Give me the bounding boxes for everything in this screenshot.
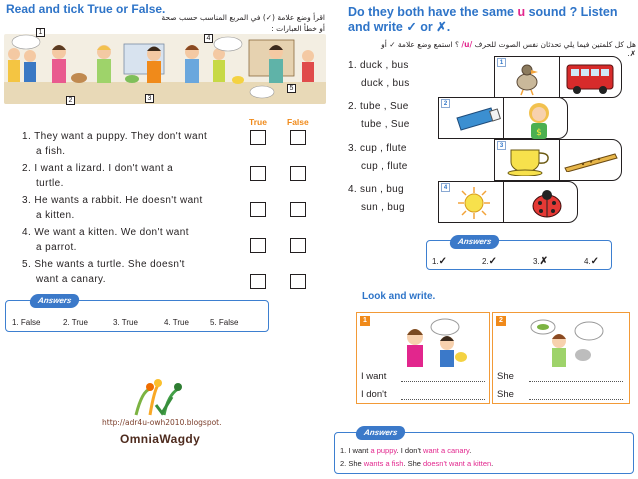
- statement-1: [22, 129, 242, 159]
- panel-number-1: 1: [497, 58, 506, 67]
- title-part2: sound ? Listen and write ✓ or ✗.: [348, 5, 618, 34]
- false-column-header: False: [287, 117, 309, 127]
- answer-mark: ✗: [539, 256, 549, 267]
- ladybug-icon: [525, 186, 569, 220]
- statement-3: [22, 193, 242, 223]
- statement-4: [22, 225, 242, 255]
- write-box-number-1: 1: [360, 316, 370, 326]
- answer-number: 1.: [432, 257, 439, 266]
- statement-text-line1: I want a lizard. I don't want a: [34, 163, 174, 174]
- arabic-part1: هل كل كلمتين فيما يلي تحدثان نفس الصوت للحرف: [472, 40, 636, 49]
- statement-number: 2.: [22, 163, 32, 174]
- title-highlight-u: u: [517, 5, 526, 19]
- sentence-part: . She: [403, 459, 424, 468]
- scene-number-4: 2: [66, 96, 75, 105]
- pair-first: cup , flute: [360, 143, 407, 154]
- left-answer-4: 4. True: [164, 318, 189, 327]
- left-answer-5: 5. False: [210, 318, 239, 327]
- false-checkbox-2[interactable]: [290, 166, 306, 181]
- left-answer-2: 2. True: [63, 318, 88, 327]
- sentence-part: .: [491, 459, 494, 468]
- picture-panel-3: [494, 139, 622, 181]
- true-column-header: True: [249, 117, 267, 127]
- statement-text-line1: He wants a rabbit. He doesn't want: [34, 195, 203, 206]
- sun-icon: [449, 185, 499, 221]
- answer-number: 2.: [482, 257, 489, 266]
- sentence-answer: wants a fish: [363, 459, 404, 468]
- scene-number-5: 5: [287, 84, 296, 93]
- girl-fish-kitten-illustration: [523, 317, 613, 367]
- left-exercise-title: Read and tick True or False.: [6, 2, 166, 16]
- statement-text-line2: a kitten.: [36, 210, 75, 221]
- panel-number-3: 3: [497, 141, 506, 150]
- write-label-she-1: She: [497, 371, 514, 382]
- flute-icon: [563, 150, 619, 172]
- true-checkbox-2[interactable]: [250, 166, 266, 181]
- tube-icon: [453, 104, 503, 134]
- picture-panel-2: [438, 97, 568, 139]
- statement-number: 5.: [22, 259, 32, 270]
- scene-number-2: 4: [204, 34, 213, 43]
- statement-text-line2: a parrot.: [36, 242, 77, 253]
- arabic-part2: ؟ استمع وضع علامة ✓ أو ✗.: [381, 40, 636, 58]
- left-arabic-instruction: اقرأ وضع علامة (✓) في المربع المناسب حسب صحة أو خطأ العبارات :: [161, 13, 325, 33]
- right-exercise-title: [348, 5, 638, 35]
- left-answers-tag: Answers: [29, 294, 81, 308]
- girl-boy-thinking-illustration: [397, 317, 477, 367]
- duck-icon: [503, 60, 553, 96]
- answer-mark: ✓: [438, 256, 448, 267]
- false-checkbox-1[interactable]: [290, 130, 306, 145]
- right-answer-4: [584, 256, 599, 267]
- sentence-part: . I don't: [396, 446, 424, 455]
- statement-number: 3.: [22, 195, 32, 206]
- title-part1: Do they both have the same: [348, 5, 518, 19]
- right-answer-3: [533, 256, 548, 267]
- write-line-2[interactable]: [401, 399, 485, 400]
- right-answers-tag: Answers: [449, 235, 501, 249]
- write-label-she-2: She: [497, 389, 514, 400]
- statement-text-line2: want a canary.: [36, 274, 106, 285]
- statement-text-line1: We want a kitten. We don't want: [34, 227, 189, 238]
- scene-number-3: 3: [145, 94, 154, 103]
- true-checkbox-3[interactable]: [250, 202, 266, 217]
- statement-text-line2: turtle.: [36, 178, 64, 189]
- right-answer-1: [432, 256, 447, 267]
- answer-sentence-2: [340, 459, 493, 468]
- scene-number-1: 1: [36, 28, 45, 37]
- pair-first: sun , bug: [360, 184, 404, 195]
- blog-url[interactable]: http://adr4u-owh2010.blogspot.: [102, 418, 222, 427]
- statement-2: [22, 161, 242, 191]
- answer-number: 3.: [533, 257, 540, 266]
- pair-second: tube , Sue: [361, 119, 410, 130]
- look-and-write-title: Look and write.: [362, 291, 436, 302]
- pet-shop-scene-illustration: [4, 34, 326, 104]
- write-line-3[interactable]: [529, 381, 623, 382]
- pair-second: sun , bug: [361, 202, 405, 213]
- statement-5: [22, 257, 242, 287]
- write-label-i-dont: I don't: [361, 389, 387, 400]
- write-line-1[interactable]: [401, 381, 485, 382]
- sentence-number: 1.: [340, 446, 347, 455]
- picture-panel-4: [438, 181, 578, 223]
- author-name: OmniaWagdy: [120, 432, 201, 446]
- answer-mark: ✓: [488, 256, 498, 267]
- statement-text-line1: They want a puppy. They don't want: [34, 131, 208, 142]
- panel-number-2: 2: [441, 99, 450, 108]
- true-checkbox-1[interactable]: [250, 130, 266, 145]
- answer-number: 4.: [584, 257, 591, 266]
- answer-mark: ✓: [590, 256, 600, 267]
- left-answer-3: 3. True: [113, 318, 138, 327]
- pair-number: 4.: [348, 184, 357, 195]
- pair-number: 3.: [348, 143, 357, 154]
- pair-3: [348, 140, 408, 176]
- false-checkbox-3[interactable]: [290, 202, 306, 217]
- statement-number: 4.: [22, 227, 32, 238]
- sentence-answer: want a canary: [423, 446, 470, 455]
- cup-icon: [505, 146, 553, 176]
- write-label-i-want: I want: [361, 371, 387, 382]
- write-box-1: [356, 312, 490, 404]
- bus-icon: [565, 61, 617, 95]
- sentence-part: I want: [348, 446, 371, 455]
- statement-text-line1: She wants a turtle. She doesn't: [34, 259, 185, 270]
- write-box-number-2: 2: [496, 316, 506, 326]
- statement-text-line2: a fish.: [36, 146, 66, 157]
- true-checkbox-5[interactable]: [250, 274, 266, 289]
- write-line-4[interactable]: [529, 399, 623, 400]
- write-box-2: [492, 312, 630, 404]
- svg-text:$: $: [536, 128, 542, 138]
- sentence-answers-tag: Answers: [355, 426, 407, 440]
- pair-number: 1.: [348, 60, 357, 71]
- blog-logo-icon: [128, 377, 188, 417]
- answer-sentence-1: [340, 446, 471, 455]
- sentence-answer: doesn't want a kitten: [423, 459, 492, 468]
- sentence-number: 2.: [340, 459, 347, 468]
- pair-1: [348, 57, 410, 93]
- false-checkbox-4[interactable]: [290, 238, 306, 253]
- sentence-part: .: [469, 446, 472, 455]
- left-answer-1: 1. False: [12, 318, 41, 327]
- pair-first: tube , Sue: [360, 101, 409, 112]
- pair-number: 2.: [348, 101, 357, 112]
- pair-first: duck , bus: [360, 60, 409, 71]
- true-checkbox-4[interactable]: [250, 238, 266, 253]
- pair-2: [348, 98, 410, 134]
- panel-number-4: 4: [441, 183, 450, 192]
- picture-panel-1: [494, 56, 622, 98]
- arabic-sound: /u/: [461, 40, 473, 49]
- statement-number: 1.: [22, 131, 32, 142]
- girl-sue-icon: [519, 99, 559, 139]
- false-checkbox-5[interactable]: [290, 274, 306, 289]
- pair-second: cup , flute: [361, 161, 408, 172]
- right-answer-2: [482, 256, 497, 267]
- pair-4: [348, 181, 405, 217]
- pair-second: duck , bus: [361, 78, 410, 89]
- sentence-answer: a puppy: [370, 446, 397, 455]
- sentence-part: She: [348, 459, 364, 468]
